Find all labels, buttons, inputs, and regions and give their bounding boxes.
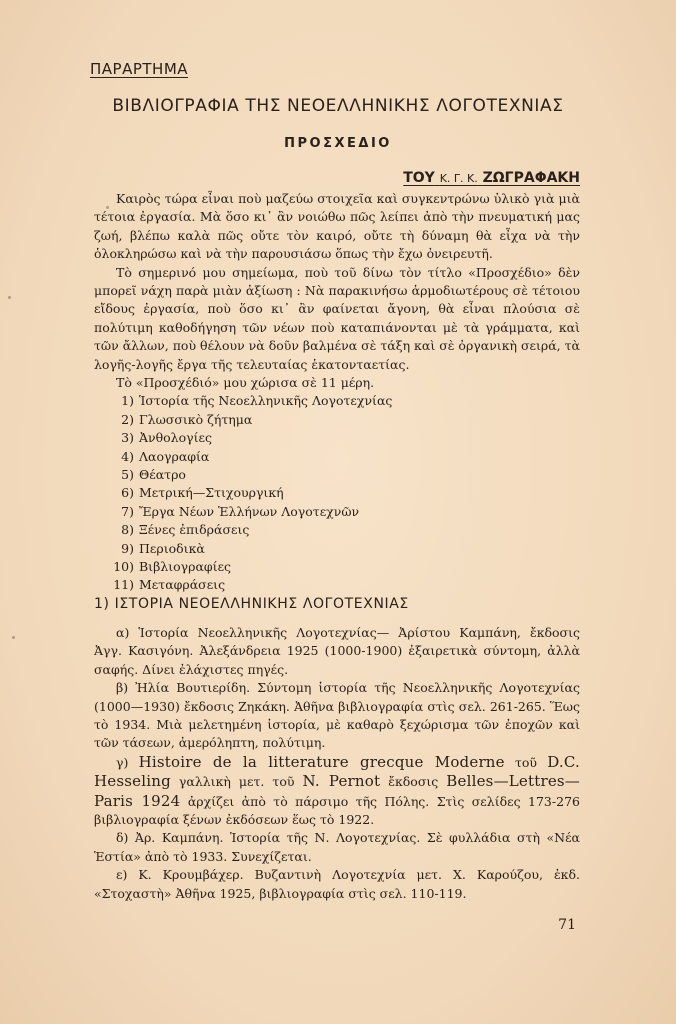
page-number: 71 [558, 917, 576, 933]
list-item: 2) Γλωσσικὸ ζήτημα [121, 411, 253, 427]
paper-speck [106, 206, 109, 209]
bib-entry: γ) Histoire de la litterature grecque Moderne τοῦ D.C. Hesseling γαλλικὴ μετ. τοῦ N. Pernot ἔκδοσις Belles—Lettres— Paris 1924 ἀρχίζει ἀπὸ τὸ πάρσιμο τῆς Πόλης. Στὶς σελίδες 173-276 βιβλιογραφία ξένων ἐκδόσεων ἕως τὸ 1922. [94, 752, 581, 828]
bib-entry: β) Ἠλία Βουτιερίδη. Σύντομη ἱστορία τῆς Νεοελληνικῆς Λογοτεχνίας (1000—1930) ἔκδοσις Ζηκάκη. Ἀθῆνα βιβλιογραφία στὶς σελ. 261-265. Ἕως τὸ 1934. Μιὰ μελετημένη ἱστορία, μὲ καθαρὸ ξεχώρισμα τῶν ἐποχῶν καὶ τῶν τάσεων, ἀμερόληπτη, πολύτιμη. [94, 680, 580, 751]
list-item: 11) Μεταφράσεις [113, 577, 226, 593]
bib-entry: δ) Ἀρ. Καμπάνη. Ἱστορία τῆς Ν. Λογοτεχνίας. Σὲ φυλλάδια στὴ «Νέα Ἑστία» ἀπὸ τὸ 1933. Συνεχίζεται. [94, 830, 580, 864]
paper-speck [12, 636, 15, 639]
list-item: 9) Περιοδικὰ [121, 540, 205, 556]
intro-text [94, 190, 580, 595]
intro-paragraph: Καιρὸς τώρα εἶναι ποὺ μαζεύω στοιχεῖα καὶ συγκεντρώνω ὑλικὸ γιὰ μιὰ τέτοια ἐργασία. Μὰ ὅσο κι᾿ ἂν νοιώθω πῶς λείπει ἀπὸ τὴν πνευματική μας ζωή, βλέπω καλὰ πῶς οὔτε τὸν καιρό, οὔτε τὴ δύναμη θὰ εἶχα νὰ τὴν ὁλοκληρώσω καὶ νὰ τὴν παρουσιάσω ὅπως τὴν ἔχω ὀνειρευτῆ. [94, 191, 580, 262]
author-prefix: ΤΟΥ [403, 170, 435, 186]
list-item: 5) Θέατρο [121, 467, 186, 483]
paper-speck [8, 296, 11, 299]
intro-paragraph: Τὸ σημερινό μου σημείωμα, ποὺ τοῦ δίνω τὸν τίτλο «Προσχέδιο» δὲν μπορεῖ νάχη παρὰ μιὰν ἀξίωση : Νὰ παρακινήσω ἁρμοδιωτέρους σὲ τέτοιου εἴδους ἐργασία, ποὺ ὅσο κι᾿ ἂν φαίνεται ἄγονη, θὰ εἶναι πλούσια σὲ πολύτιμη καθοδήγηση τῶν νέων ποὺ καταπιάνονται μὲ τὰ γράμματα, καὶ τῶν ἄλλων, ποὺ θέλουν νὰ δοῦν βαλμένα σὲ τάξη καὶ σὲ ὀργανικὴ σειρά, τὰ λογῆς-λογῆς ἔργα τῆς τελευταίας ἑκατονταετίας. [94, 264, 580, 372]
author-initials: Κ. Γ. Κ. [439, 172, 478, 185]
list-item: 4) Λαογραφία [121, 448, 210, 464]
section-heading: 1) ΙΣΤΟΡΙΑ ΝΕΟΕΛΛΗΝΙΚΗΣ ΛΟΓΟΤΕΧΝΙΑΣ [94, 596, 409, 612]
intro-paragraph: Τὸ «Προσχέδιό» μου χώρισα σὲ 11 μέρη. [116, 375, 375, 391]
parts-list [94, 392, 580, 594]
bibliography-entries [94, 624, 580, 903]
list-item: 8) Ξένες ἐπιδράσεις [121, 522, 250, 538]
list-item: 10) Βιβλιογραφίες [113, 558, 232, 574]
bib-entry: α) Ἱστορία Νεοελληνικῆς Λογοτεχνίας— Ἀρίστου Καμπάνη, ἔκδοσις Ἀγγ. Κασιγόνη. Ἀλεξάνδρεια 1925 (1000-1900) ἐξαιρετικὰ σύντομη, ἀλλὰ σαφής. Δίνει ἐλάχιστες πηγές. [94, 625, 580, 677]
author-name: ΖΩΓΡΑΦΑΚΗ [482, 170, 580, 186]
draft-subtitle: ΠΡΟΣΧΕΔΙΟ [284, 136, 392, 151]
list-item: 7) Ἔργα Νέων Ἑλλήνων Λογοτεχνῶν [121, 503, 360, 519]
bibliography-title: ΒΙΒΛΙΟΓΡΑΦΙΑ ΤΗΣ ΝΕΟΕΛΛΗΝΙΚΗΣ ΛΟΓΟΤΕΧΝΙΑΣ [112, 96, 564, 116]
author-line [403, 170, 580, 186]
appendix-label: ΠΑΡΑΡΤΗΜΑ [90, 60, 189, 78]
list-item: 6) Μετρική—Στιχουργική [121, 485, 284, 501]
list-item: 3) Ἀνθολογίες [121, 430, 212, 446]
bib-entry: ε) Κ. Κρουμβάχερ. Βυζαντινὴ Λογοτεχνία μετ. Χ. Καρούζου, ἐκδ. «Στοχαστὴ» Ἀθῆνα 1925, βιβλιογραφία στὶς σελ. 110-119. [94, 867, 580, 901]
list-item: 1) Ἱστορία τῆς Νεοελληνικῆς Λογοτεχνίας [121, 393, 393, 409]
